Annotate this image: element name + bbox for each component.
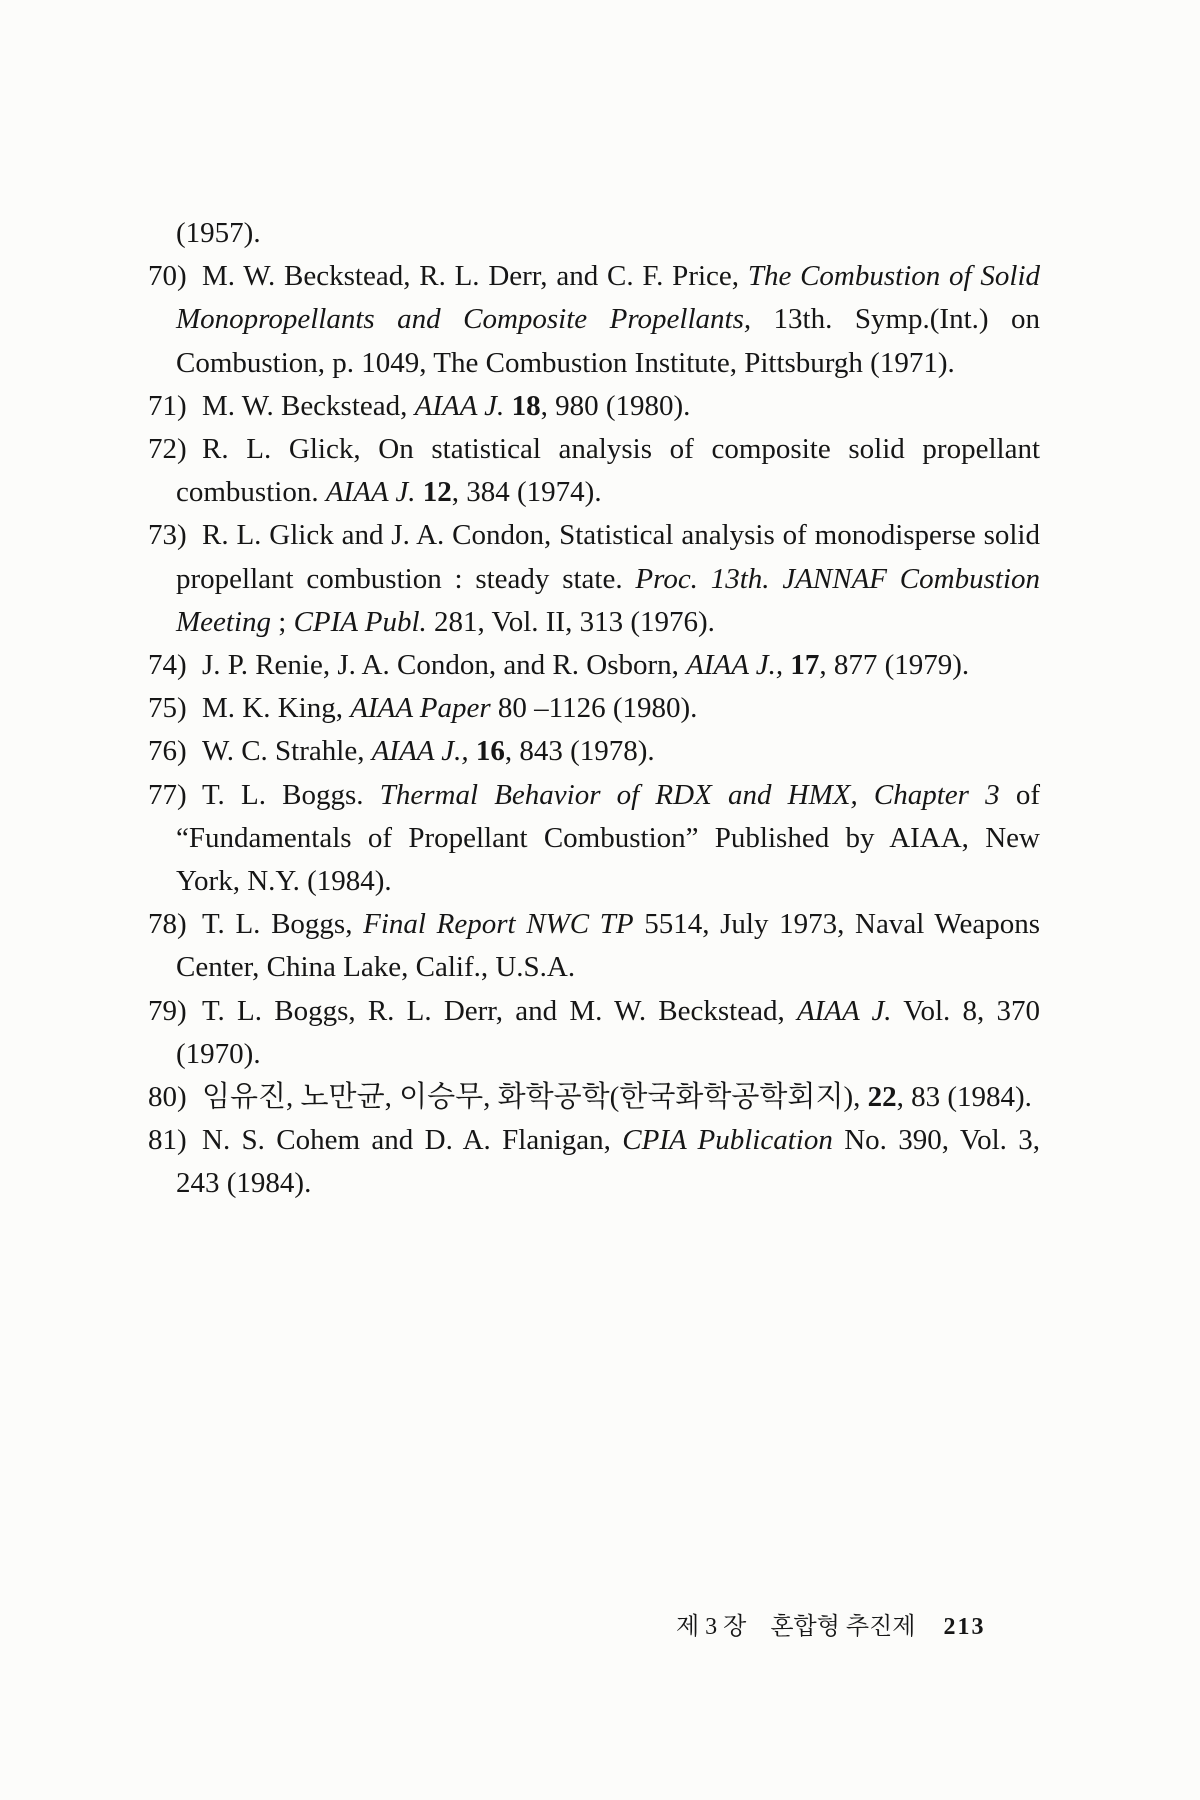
reference-text: T. L. Boggs, R. L. Derr, and M. W. Beckstead, [202,994,797,1027]
reference-number: 79) [148,994,187,1027]
reference-item [148,255,1040,385]
reference-number: 71) [148,389,187,422]
reference-number: 77) [148,778,187,811]
reference-number: 75) [148,692,187,725]
reference-text: of “Fundamentals of Propellant Combustion” Published by AIAA, New York, N.Y. (1984). [176,778,1040,898]
reference-text: 80 –1126 (1980). [490,692,698,725]
reference-text [416,476,423,508]
reference-volume: 12 [422,476,452,509]
reference-number: 72) [148,433,187,466]
reference-item [148,687,1040,730]
reference-item [148,1076,1040,1119]
reference-number: 80) [148,1081,187,1114]
reference-title: AIAA Paper [350,692,491,725]
reference-text: T. L. Boggs. [202,778,380,811]
reference-title: CPIA Publication [622,1124,833,1157]
footer-section-label: 혼합형 추진제 [770,1614,916,1640]
reference-item [148,385,1040,428]
reference-volume: 18 [511,389,541,422]
reference-item [148,730,1040,773]
reference-text: W. C. Strahle, [202,735,372,768]
footer-chapter-label: 제 3 장 [676,1614,747,1640]
reference-text: M. K. King, [202,692,351,725]
footer-page-number: 213 [943,1614,986,1640]
reference-title: Thermal Behavior of RDX and HMX, Chapter 3 [379,778,1000,811]
reference-title: AIAA J., [686,649,784,682]
reference-title: AIAA J. [796,994,892,1027]
reference-text: , 384 (1974). [451,476,602,509]
reference-text: 임유진, 노만균, 이승무, 화학공학(한국화학공학회지), [202,1081,868,1114]
reference-text: 13th. Symp.(Int.) on Combustion, p. 1049, The Combustion Institute, Pittsburgh (1971). [176,303,1040,379]
reference-item [148,514,1040,644]
reference-title: Proc. 13th. JANNAF Combustion Meeting [176,562,1040,638]
reference-item [148,644,1040,687]
reference-text: No. 390, Vol. 3, 243 (1984). [176,1124,1040,1200]
reference-number: 78) [148,908,187,941]
reference-text: N. S. Cohem and D. A. Flanigan, [202,1124,623,1157]
reference-text: ; [271,605,294,638]
reference-text: M. W. Beckstead, [202,389,415,422]
reference-title: Final Report NWC TP [363,908,634,941]
reference-item [148,903,1040,989]
reference-text: Vol. 8, 370 (1970). [176,994,1040,1070]
reference-number: 74) [148,649,187,682]
reference-text: T. L. Boggs, [202,908,364,941]
reference-number: 70) [148,260,187,293]
reference-item [148,212,1040,255]
reference-text [469,735,476,767]
reference-text: R. L. Glick, On statistical analysis of composite solid propellant combustion. [176,433,1040,509]
reference-title: AIAA J., [371,735,469,768]
reference-text: 5514, July 1973, Naval Weapons Center, China Lake, Calif., U.S.A. [176,908,1040,984]
reference-text [504,390,511,422]
reference-text: , 843 (1978). [504,735,655,768]
reference-title: AIAA J. [325,476,416,509]
reference-title: The Combustion of Solid Monopropellants and Composite Propellants, [176,260,1041,336]
reference-text: R. L. Glick and J. A. Condon, Statistical analysis of monodisperse solid propellant combustion : steady state. [176,519,1040,595]
reference-item [148,428,1040,514]
reference-volume: 16 [475,735,505,768]
reference-text: M. W. Beckstead, R. L. Derr, and C. F. Price, [202,260,748,293]
reference-volume: 22 [867,1081,897,1114]
reference-title: AIAA J. [414,389,505,422]
references-list [148,212,1040,1206]
reference-text: , 980 (1980). [540,389,691,422]
reference-number: 81) [148,1124,187,1157]
reference-volume: 17 [790,649,820,682]
reference-text: , 83 (1984). [896,1081,1032,1114]
page-footer [676,1610,985,1644]
reference-title: CPIA Publ. [293,605,427,638]
reference-text: , 877 (1979). [819,649,970,682]
reference-item [148,774,1040,904]
reference-number: 73) [148,519,187,552]
reference-text: J. P. Renie, J. A. Condon, and R. Osborn, [202,649,687,682]
reference-number: 76) [148,735,187,768]
reference-item [148,1119,1040,1205]
reference-text: (1957). [176,217,261,249]
reference-item [148,990,1040,1076]
reference-text: 281, Vol. II, 313 (1976). [426,605,715,638]
